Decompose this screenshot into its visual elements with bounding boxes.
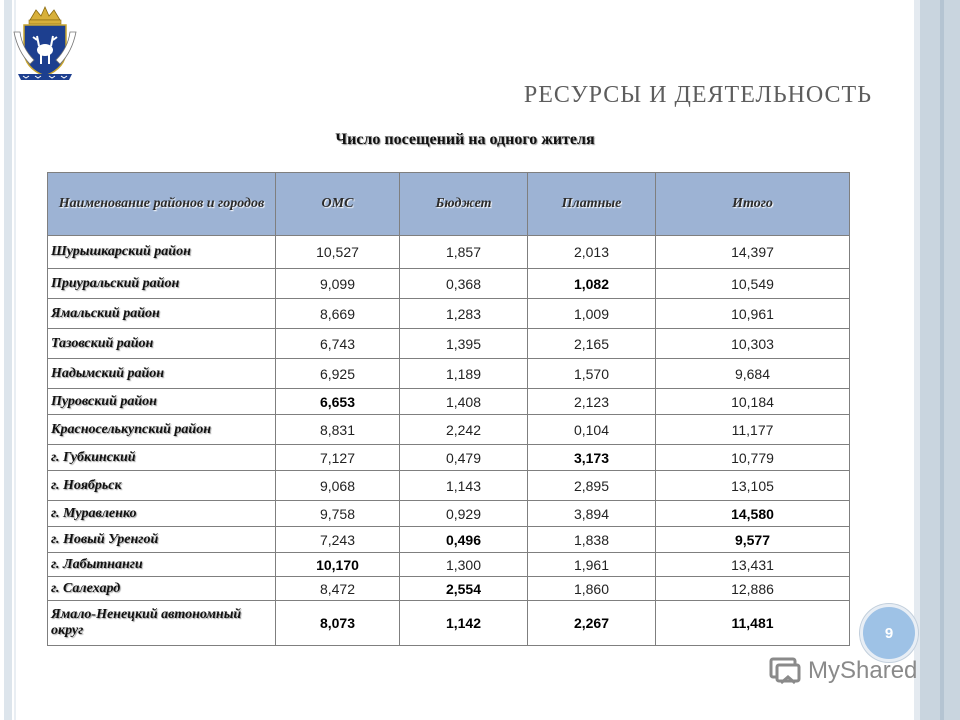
- table-row: [48, 501, 850, 527]
- table-row: [48, 236, 850, 269]
- coat-of-arms-icon: [8, 4, 82, 84]
- row-paid: 2,123: [528, 389, 656, 415]
- table-row: [48, 359, 850, 389]
- table-row: [48, 527, 850, 553]
- row-paid: 1,860: [528, 577, 656, 601]
- row-name: Тазовский район: [48, 329, 276, 359]
- row-paid: 1,961: [528, 553, 656, 577]
- table-row: [48, 389, 850, 415]
- header-paid: Платные: [528, 173, 656, 236]
- row-paid: 1,009: [528, 299, 656, 329]
- row-name: Приуральский район: [48, 269, 276, 299]
- row-budget: 1,300: [400, 553, 528, 577]
- row-budget: 1,142: [400, 601, 528, 646]
- row-oms: 9,068: [276, 471, 400, 501]
- row-total: 13,431: [656, 553, 850, 577]
- table-row-summary: [48, 601, 850, 646]
- row-budget: 1,143: [400, 471, 528, 501]
- row-name: г. Лабытнанги: [48, 553, 276, 577]
- row-budget: 0,479: [400, 445, 528, 471]
- row-budget: 2,554: [400, 577, 528, 601]
- row-total: 10,303: [656, 329, 850, 359]
- row-oms: 8,472: [276, 577, 400, 601]
- header-oms: ОМС: [276, 173, 400, 236]
- row-name: Ямальский район: [48, 299, 276, 329]
- row-paid: 3,894: [528, 501, 656, 527]
- table-row: [48, 299, 850, 329]
- table-caption: Число посещений на одного жителя: [335, 131, 595, 148]
- row-paid: 2,013: [528, 236, 656, 269]
- right-frame-line: [940, 0, 944, 720]
- table-header-row: [48, 173, 850, 236]
- left-frame-stripe: [4, 0, 12, 720]
- row-budget: 0,929: [400, 501, 528, 527]
- row-total: 10,184: [656, 389, 850, 415]
- row-oms: 8,073: [276, 601, 400, 646]
- myshared-logo-icon: [768, 656, 802, 686]
- row-total: 9,684: [656, 359, 850, 389]
- row-budget: 1,283: [400, 299, 528, 329]
- row-oms: 10,527: [276, 236, 400, 269]
- row-total: 12,886: [656, 577, 850, 601]
- row-name: Красноселькупский район: [48, 415, 276, 445]
- row-oms: 7,243: [276, 527, 400, 553]
- page-number-badge: 9: [860, 604, 918, 662]
- row-budget: 1,395: [400, 329, 528, 359]
- row-name: Надымский район: [48, 359, 276, 389]
- visits-table: [47, 172, 850, 646]
- row-name: Шурышкарский район: [48, 236, 276, 269]
- row-name: г. Новый Уренгой: [48, 527, 276, 553]
- watermark-text: MyShared: [808, 657, 918, 684]
- row-paid: 3,173: [528, 445, 656, 471]
- row-name: г. Губкинский: [48, 445, 276, 471]
- row-total: 10,779: [656, 445, 850, 471]
- row-oms: 8,669: [276, 299, 400, 329]
- row-name: Пуровский район: [48, 389, 276, 415]
- row-budget: 0,496: [400, 527, 528, 553]
- table-row: [48, 329, 850, 359]
- row-oms: 9,758: [276, 501, 400, 527]
- header-budget: Бюджет: [400, 173, 528, 236]
- row-paid: 0,104: [528, 415, 656, 445]
- row-total: 11,177: [656, 415, 850, 445]
- row-oms: 6,653: [276, 389, 400, 415]
- row-paid: 1,570: [528, 359, 656, 389]
- table-row: [48, 577, 850, 601]
- row-total: 14,580: [656, 501, 850, 527]
- row-oms: 6,925: [276, 359, 400, 389]
- table-row: [48, 269, 850, 299]
- row-paid: 1,838: [528, 527, 656, 553]
- row-oms: 9,099: [276, 269, 400, 299]
- row-budget: 1,408: [400, 389, 528, 415]
- row-budget: 1,857: [400, 236, 528, 269]
- table-row: [48, 415, 850, 445]
- table-row: [48, 471, 850, 501]
- row-paid: 2,267: [528, 601, 656, 646]
- row-name: Ямало-Ненецкий автономный округ: [48, 601, 276, 646]
- watermark: [768, 656, 917, 686]
- header-district-name: Наименование районов и городов: [48, 173, 276, 236]
- row-name: г. Муравленко: [48, 501, 276, 527]
- table-row: [48, 553, 850, 577]
- row-paid: 2,165: [528, 329, 656, 359]
- row-total: 9,577: [656, 527, 850, 553]
- row-paid: 2,895: [528, 471, 656, 501]
- row-budget: 2,242: [400, 415, 528, 445]
- slide-title: РЕСУРСЫ И ДЕЯТЕЛЬНОСТЬ: [523, 82, 872, 108]
- row-name: г. Ноябрьск: [48, 471, 276, 501]
- row-oms: 7,127: [276, 445, 400, 471]
- row-paid: 1,082: [528, 269, 656, 299]
- table-row: [48, 445, 850, 471]
- row-budget: 0,368: [400, 269, 528, 299]
- row-name: г. Салехард: [48, 577, 276, 601]
- row-total: 14,397: [656, 236, 850, 269]
- row-budget: 1,189: [400, 359, 528, 389]
- row-oms: 10,170: [276, 553, 400, 577]
- row-total: 10,961: [656, 299, 850, 329]
- row-oms: 8,831: [276, 415, 400, 445]
- header-total: Итого: [656, 173, 850, 236]
- row-oms: 6,743: [276, 329, 400, 359]
- row-total: 13,105: [656, 471, 850, 501]
- row-total: 10,549: [656, 269, 850, 299]
- left-frame-line: [14, 0, 16, 720]
- row-total: 11,481: [656, 601, 850, 646]
